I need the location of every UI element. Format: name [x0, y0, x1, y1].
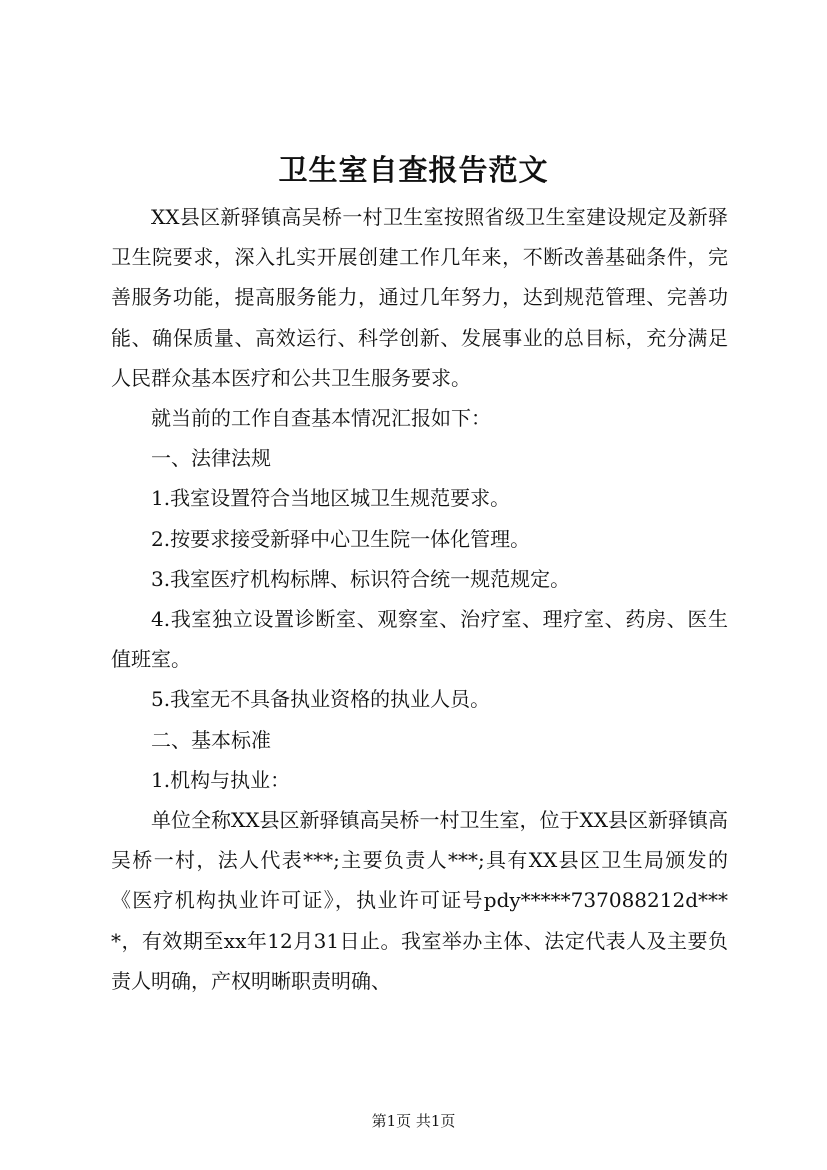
list-item: 4.我室独立设置诊断室、观察室、治疗室、理疗室、药房、医生值班室。 [111, 607, 728, 672]
document-body [111, 197, 728, 1001]
section-heading-standards: 二、基本标准 [151, 727, 271, 752]
section-heading-law: 一、法律法规 [151, 446, 271, 471]
document-title: 卫生室自查报告范文 [278, 153, 549, 187]
page-footer: 第1页 共1页 [371, 1112, 456, 1130]
list-item: 1.我室设置符合当地区城卫生规范要求。 [151, 486, 511, 511]
list-item: 2.按要求接受新驿中心卫生院一体化管理。 [151, 526, 531, 551]
subsection-heading: 1.机构与执业： [151, 767, 291, 792]
paragraph-institution: 单位全称XX县区新驿镇高吴桥一村卫生室，位于XX县区新驿镇高吴桥一村，法人代表***;主要负责人***;具有XX县区卫生局颁发的《医疗机构执业许可证》，执业许可证号pdy*****737088212d****，有效期至xx年12月31日止。我室举办主体、法定代表人及主要负责人明确，产权明晰职责明确、 [111, 808, 728, 993]
paragraph-intro: XX县区新驿镇高吴桥一村卫生室按照省级卫生室建设规定及新驿卫生院要求，深入扎实开展创建工作几年来，不断改善基础条件，完善服务功能，提高服务能力，通过几年努力，达到规范管理、完善功能、确保质量、高效运行、科学创新、发展事业的总目标，充分满足人民群众基本医疗和公共卫生服务要求。 [111, 205, 728, 390]
list-item: 3.我室医疗机构标牌、标识符合统一规范规定。 [151, 566, 571, 591]
paragraph-summary-lead: 就当前的工作自查基本情况汇报如下： [151, 406, 491, 431]
list-item: 5.我室无不具备执业资格的执业人员。 [151, 687, 491, 712]
